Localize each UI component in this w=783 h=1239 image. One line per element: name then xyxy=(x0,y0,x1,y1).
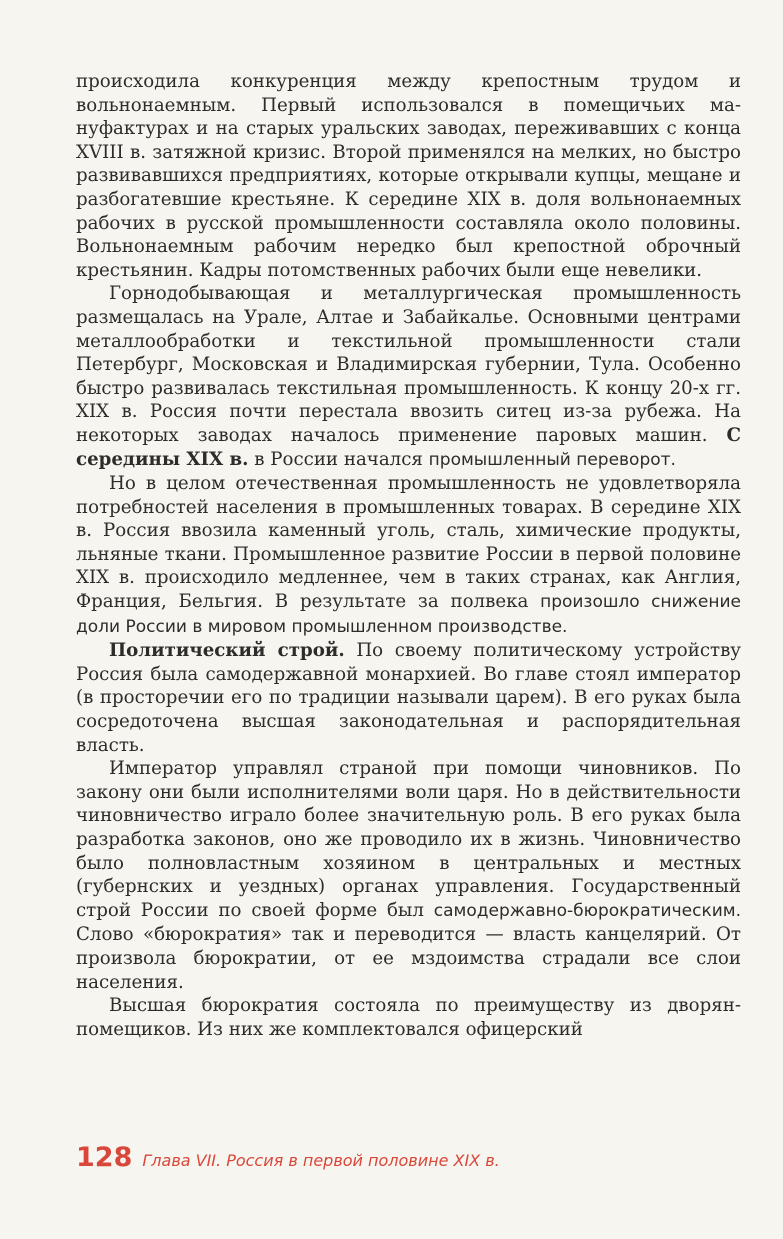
page-number: 128 xyxy=(76,1142,133,1173)
bold-term: С середины XIX в. xyxy=(76,424,741,470)
body-text xyxy=(76,70,741,1041)
running-head: Глава VII. Россия в первой половине XIX в. xyxy=(142,1151,500,1170)
text-run: Император управлял страной при помощи чиновников. По закону они были исполнителями воли царя. Но в действительности чиновничество играло более значительную роль. В его руках была разработка законов, оно же проводило их в жизнь. Чиновничество было полновластным хозяином в центральных и местных (губернских и уездных) органах управления. Государственный строй России по своей форме был xyxy=(76,758,741,921)
text-run: происходила конкуренция между крепостным трудом и вольнонаемным. Первый использовался в помещичьих мануфактурах и на старых уральских заводах, переживавших с конца XVIII в. затяжной кризис. Второй применялся на мелких, но быстро развивавшихся предприятиях, которые открывали купцы, мещане и разбогатевшие крестьяне. К середине XIX в. доля вольнонаемных рабочих в русской промышленности составляла около половины. Вольнонаемным рабочим нередко был крепостной оброчный крестьянин. Кадры потомственных рабочих были еще невелики. xyxy=(76,71,741,281)
paragraph xyxy=(76,639,741,757)
text-run: По своему политическому устройству Россия была самодержавной монархией. Во главе стоял император (в просторечии его по традиции называли царем). В его руках была сосредоточена высшая законодательная и распорядительная власть. xyxy=(76,640,742,756)
text-run: Слово «бюрократия» так и переводится — власть канцелярий. От произвола бюрократии, от ее мздоимства страдали все слои населения. xyxy=(76,924,741,993)
bold-term: Политический строй. xyxy=(109,640,345,662)
text-run: в России начался xyxy=(248,448,429,470)
text-run: Но в целом отечественная промышленность не удовлетворяла потребностей населения в промышленных товарах. В середине XIX в. Россия ввозила каменный уголь, сталь, химические продукты, льняные ткани. Промышленное развитие России в первой половине XIX в. происходило медленнее, чем в таких странах, как Англия, Франция, Бельгия. В результате за полвека xyxy=(76,473,741,613)
paragraph xyxy=(76,282,741,472)
emphasized-phrase: произошло снижение доли России в мировом промышленном производстве. xyxy=(76,592,741,637)
paragraph xyxy=(76,70,741,282)
paragraph xyxy=(76,994,741,1041)
paragraph xyxy=(76,757,741,994)
text-run: Высшая бюрократия состояла по преимуществу из дворян-помещиков. Из них же комплектовался офицерский xyxy=(76,995,741,1040)
emphasized-phrase: самодержавно-бюрократическим. xyxy=(433,900,741,921)
emphasized-phrase: промышленный переворот. xyxy=(428,449,676,470)
text-run: Горнодобывающая и металлургическая промышленность размещалась на Урале, Алтае и Забайкалье. Основными центрами металлообработки и текстильной промышленности стали Петербург, Московская и Владимирская губернии, Тула. Особенно быстро развивалась текстильная промышленность. К концу 20-х гг. XIX в. Россия почти перестала ввозить ситец из-за рубежа. На некоторых заводах началось применение паровых машин. xyxy=(76,283,741,446)
paragraph xyxy=(76,472,741,639)
page-footer xyxy=(76,1142,500,1173)
